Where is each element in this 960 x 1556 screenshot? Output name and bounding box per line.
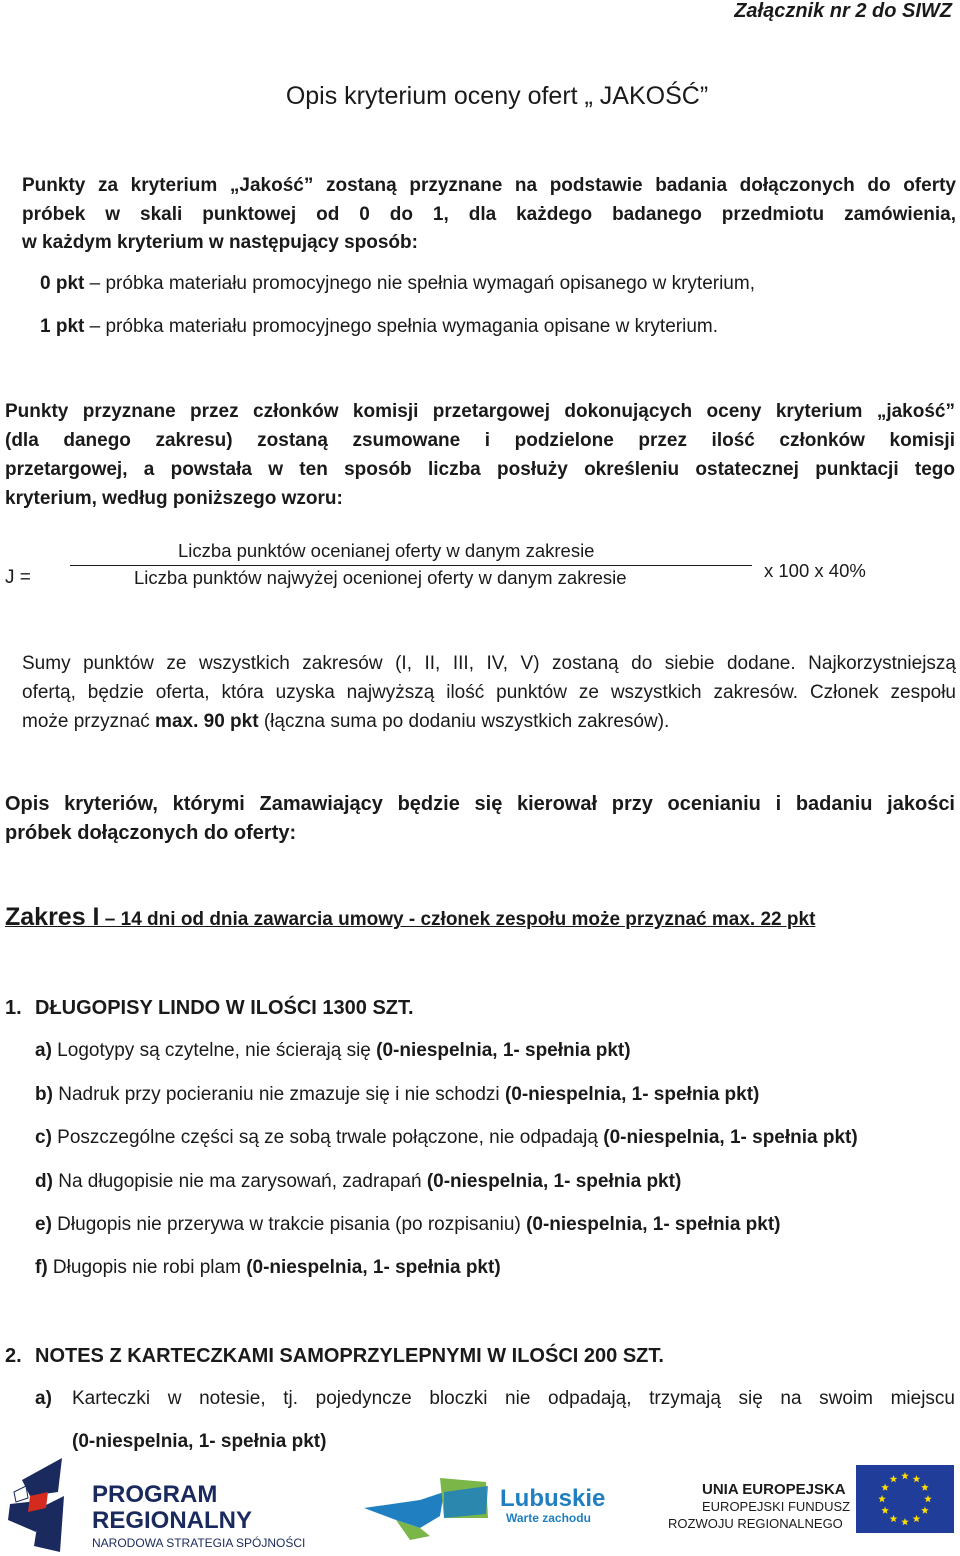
eu-text-block — [668, 1481, 850, 1531]
criterion-letter: c) — [35, 1127, 52, 1148]
annex-label: Załącznik nr 2 do SIWZ — [734, 0, 952, 22]
criterion-item — [35, 1127, 858, 1149]
criterion-text: Karteczki w notesie, tj. pojedyncze bloczki nie odpadają, trzymają się na swoim miejscu — [72, 1388, 955, 1409]
criterion-score: (0-niespelnia, 1- spełnia pkt) — [426, 1171, 682, 1192]
scale-line-0 — [40, 273, 755, 295]
criterion-item — [35, 1040, 631, 1062]
zakres-label: Zakres I — [5, 903, 100, 931]
program-regionalny-logo — [8, 1458, 305, 1552]
lubuskie-tagline: Warte zachodu — [506, 1511, 591, 1525]
heading-line: próbek dołączonych do oferty: — [5, 822, 297, 844]
eu-flag-icon — [856, 1465, 954, 1533]
program-line3: NARODOWA STRATEGIA SPÓJNOŚCI — [92, 1536, 306, 1550]
paragraph-line — [22, 707, 956, 736]
zakres-text: – 14 dni od dnia zawarcia umowy - członek zespołu może przyznać max. 22 pkt — [99, 909, 816, 930]
footer-logos — [0, 1456, 960, 1556]
max-points: max. 90 pkt — [155, 711, 259, 732]
criterion-text: Długopis nie robi plam — [47, 1257, 247, 1278]
scale-points: 1 pkt — [40, 316, 85, 337]
heading-line: Opis kryteriów, którymi Zamawiający będzie się kierował przy ocenianiu i badaniu jakości — [5, 793, 955, 815]
lubuskie-logo — [364, 1478, 605, 1540]
eu-line1: UNIA EUROPEJSKA — [702, 1481, 846, 1498]
sum-text: (łączna suma po dodaniu wszystkich zakresów). — [258, 711, 670, 732]
formula-multiplier: x 100 x 40% — [764, 560, 866, 581]
scale-text: – próbka materiału promocyjnego spełnia wymagania opisane w kryterium. — [84, 316, 719, 337]
criterion-text: Długopis nie przerywa w trakcie pisania (po rozpisaniu) — [51, 1214, 527, 1235]
criteria-heading — [5, 790, 955, 848]
eu-line3: ROZWOJU REGIONALNEGO — [668, 1516, 843, 1531]
intro-paragraph — [22, 172, 956, 258]
criterion-text: Nadruk przy pocieraniu nie zmazuje się i nie schodzi — [52, 1084, 505, 1105]
intro-line: Punkty za kryterium „Jakość” zostaną przyznane na podstawie badania dołączonych do oferty — [22, 175, 956, 196]
paragraph-line: Sumy punktów ze wszystkich zakresów (I, II, III, IV, V) zostaną do siebie dodane. Najkorzystniejszą — [22, 653, 956, 674]
criterion-score: (0-niespelnia, 1- spełnia pkt) — [526, 1214, 781, 1235]
paragraph-line: (dla danego zakresu) zostaną zsumowane i podzielone przez ilość członków komisji — [5, 430, 955, 451]
paragraph-line: kryterium, według poniższego wzoru: — [5, 488, 343, 509]
intro-line: w każdym kryterium w następujący sposób: — [22, 232, 418, 253]
criterion-item — [35, 1084, 759, 1106]
intro-line: próbek w skali punktowej od 0 do 1, dla każdego badanego przedmiotu zamówienia, — [22, 203, 956, 225]
criterion-letter: a) — [35, 1388, 52, 1409]
paragraph-line: ofertą, będzie oferta, która uzyska najwyższą ilość punktów ze wszystkich zakresów. Członek zespołu — [22, 682, 956, 703]
criterion-score: (0-niespelnia, 1- spełnia pkt) — [246, 1257, 501, 1278]
criterion-letter: b) — [35, 1084, 53, 1105]
formula-numerator: Liczba punktów ocenianej oferty w danym zakresie — [178, 540, 595, 561]
criterion-score: (0-niespelnia, 1- spełnia pkt) — [504, 1084, 760, 1105]
paragraph-line: Punkty przyznane przez członków komisji przetargowej dokonujących oceny kryterium „jakość” — [5, 401, 955, 422]
program-line1: PROGRAM — [92, 1481, 218, 1508]
criterion-text: Logotypy są czytelne, nie ścierają się — [51, 1040, 377, 1061]
criterion-letter: a) — [35, 1040, 52, 1061]
sum-paragraph — [22, 649, 956, 736]
criterion-item — [35, 1171, 681, 1193]
scale-line-1 — [40, 316, 718, 338]
paragraph-line: przetargowej, a powstała w ten sposób liczba posłuży określeniu ostatecznej punktacji tego — [5, 459, 955, 480]
sum-text: może przyznać — [22, 711, 156, 732]
criterion-letter: f) — [35, 1257, 48, 1278]
program-line2: REGIONALNY — [92, 1507, 253, 1534]
criterion-score: (0-niespelnia, 1- spełnia pkt) — [376, 1040, 631, 1061]
criterion-score: (0-niespelnia, 1- spełnia pkt) — [603, 1127, 858, 1148]
section-heading-2 — [5, 1345, 664, 1368]
page-title: Opis kryterium oceny ofert „ JAKOŚĆ” — [285, 82, 709, 110]
section-number: 2. — [5, 1345, 22, 1367]
lubuskie-name: Lubuskie — [500, 1485, 606, 1512]
scale-points: 0 pkt — [40, 273, 85, 294]
zakres-heading — [5, 903, 815, 932]
criterion-letter: e) — [35, 1214, 52, 1235]
formula-denominator: Liczba punktów najwyżej ocenionej oferty w danym zakresie — [134, 567, 627, 588]
section-title: NOTES Z KARTECZKAMI SAMOPRZYLEPNYMI W ILOŚCI 200 SZT. — [35, 1345, 664, 1367]
criterion-item — [35, 1214, 781, 1236]
section-title: DŁUGOPISY LINDO W ILOŚCI 1300 SZT. — [35, 997, 414, 1019]
criterion-letter: d) — [35, 1171, 53, 1192]
criterion-item — [35, 1388, 955, 1410]
formula-lhs: J = — [5, 567, 31, 588]
formula-fraction-bar — [70, 565, 752, 566]
criterion-text: Poszczególne części są ze sobą trwale połączone, nie odpadają — [51, 1127, 604, 1148]
criterion-score: (0-niespelnia, 1- spełnia pkt) — [72, 1431, 327, 1452]
section-number: 1. — [5, 997, 22, 1019]
criterion-item — [35, 1257, 501, 1279]
eu-line2: EUROPEJSKI FUNDUSZ — [702, 1499, 851, 1514]
criterion-text: Na długopisie nie ma zarysowań, zadrapań — [52, 1171, 427, 1192]
scale-text: – próbka materiału promocyjnego nie spełnia wymagań opisanego w kryterium, — [84, 273, 755, 294]
section-heading-1 — [5, 997, 414, 1020]
commission-paragraph — [5, 397, 955, 513]
